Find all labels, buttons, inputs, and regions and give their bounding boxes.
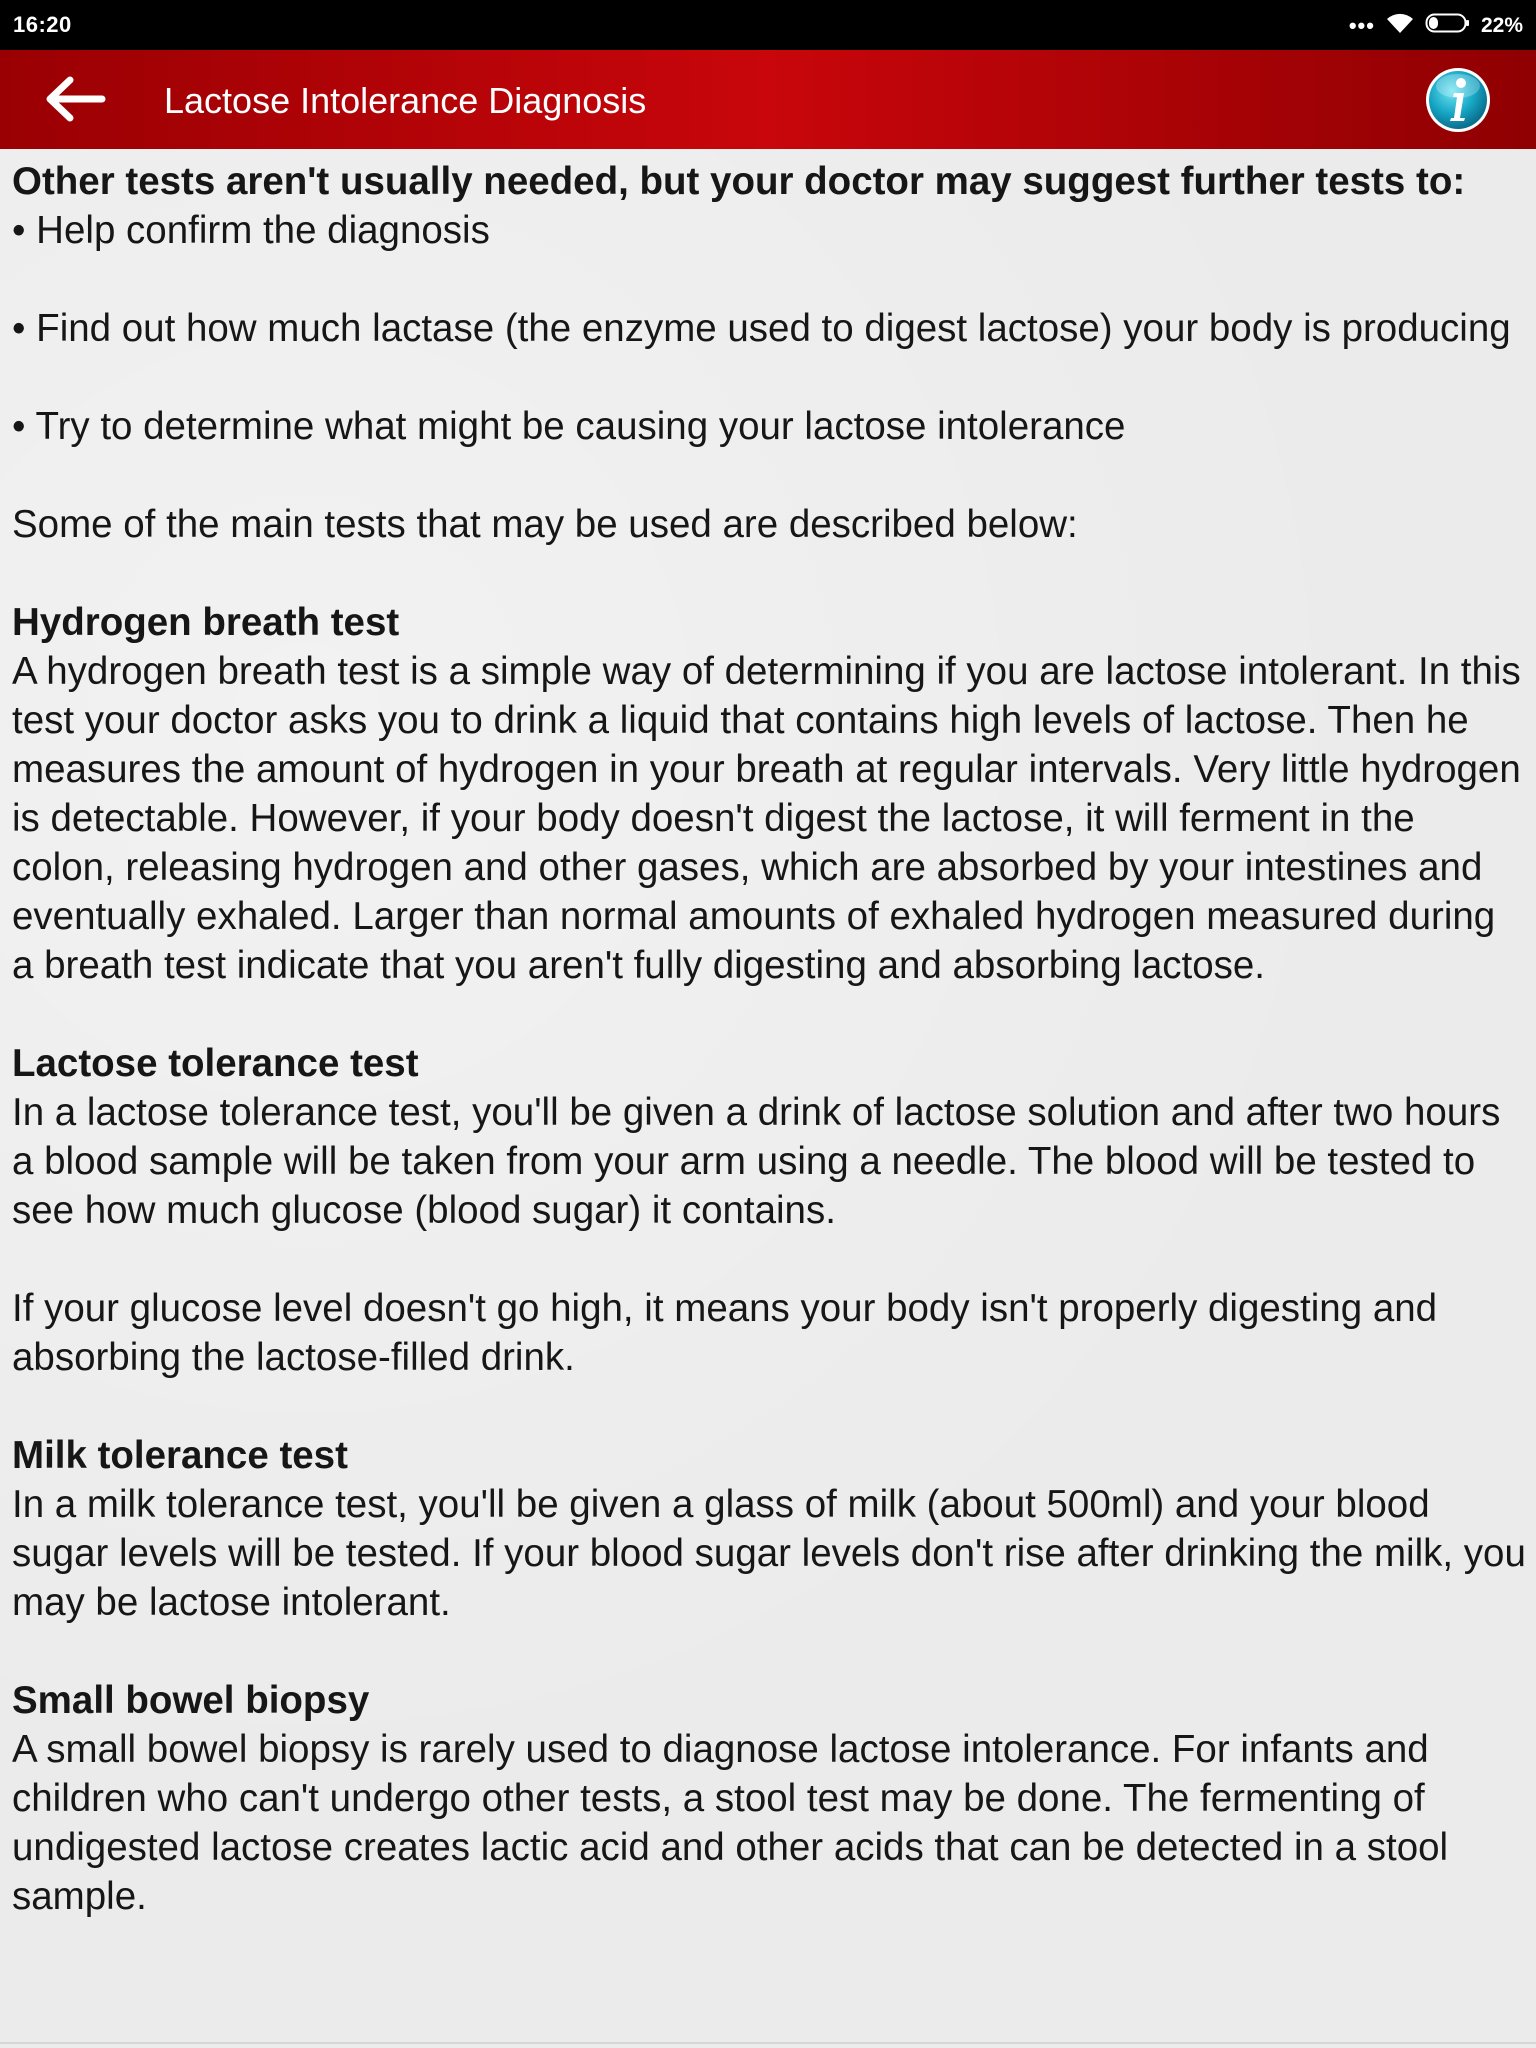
arrow-left-icon	[42, 74, 106, 124]
section-heading: Milk tolerance test	[12, 1434, 348, 1477]
section-heading: Hydrogen breath test	[12, 601, 400, 644]
wifi-icon	[1385, 11, 1415, 41]
section-heading: Lactose tolerance test	[12, 1042, 419, 1085]
section-paragraph: If your glucose level doesn't go high, it means your body isn't properly digesting and absorbing the lactose-filled drink.	[12, 1287, 1438, 1379]
info-icon	[1424, 66, 1492, 134]
app-bar	[0, 50, 1536, 149]
section-paragraph: A small bowel biopsy is rarely used to diagnose lactose intolerance. For infants and children who can't undergo other tests, a stool test may be done. The fermenting of undigested lactose creates lactic acid and other acids that can be detected in a stool sample.	[12, 1728, 1449, 1918]
list-item: • Try to determine what might be causing your lactose intolerance	[12, 405, 1126, 448]
battery-percent: 22%	[1480, 14, 1523, 37]
status-icons	[1349, 11, 1523, 41]
status-bar	[0, 0, 1536, 50]
section-paragraph: In a lactose tolerance test, you'll be given a drink of lactose solution and after two hours a blood sample will be taken from your arm using a needle. The blood will be tested to see how much glucose (blood sugar) it contains.	[12, 1091, 1501, 1232]
list-item: • Find out how much lactase (the enzyme used to digest lactose) your body is producing	[12, 307, 1511, 350]
more-dots-icon: •••	[1348, 13, 1375, 38]
section-paragraph: A hydrogen breath test is a simple way of determining if you are lactose intolerant. In this test your doctor asks you to drink a liquid that contains high levels of lactose. Then he measures the amount of hydrogen in your breath at regular intervals. Very little hydrogen is detectable. However, if your body doesn't digest the lactose, it will ferment in the colon, releasing hydrogen and other gases, which are absorbed by your intestines and eventually exhaled. Larger than normal amounts of exhaled hydrogen measured during a breath test indicate that you aren't fully digesting and absorbing lactose.	[12, 650, 1521, 987]
list-item: • Help confirm the diagnosis	[12, 209, 490, 252]
section-heading: Small bowel biopsy	[12, 1679, 370, 1722]
battery-icon	[1425, 12, 1471, 40]
intro-heading: Other tests aren't usually needed, but your doctor may suggest further tests to:	[12, 160, 1466, 203]
article-text	[12, 157, 1527, 1921]
intro-text: Some of the main tests that may be used are described below:	[12, 503, 1078, 546]
article-content	[0, 149, 1536, 2044]
page-title: Lactose Intolerance Diagnosis	[164, 80, 647, 121]
section-paragraph: In a milk tolerance test, you'll be given a glass of milk (about 500ml) and your blood sugar levels will be tested. If your blood sugar levels don't rise after drinking the milk, you may be lactose intolerant.	[12, 1483, 1526, 1624]
info-button[interactable]	[1424, 66, 1492, 134]
back-button[interactable]	[36, 70, 112, 128]
status-time: 16:20	[13, 12, 72, 37]
